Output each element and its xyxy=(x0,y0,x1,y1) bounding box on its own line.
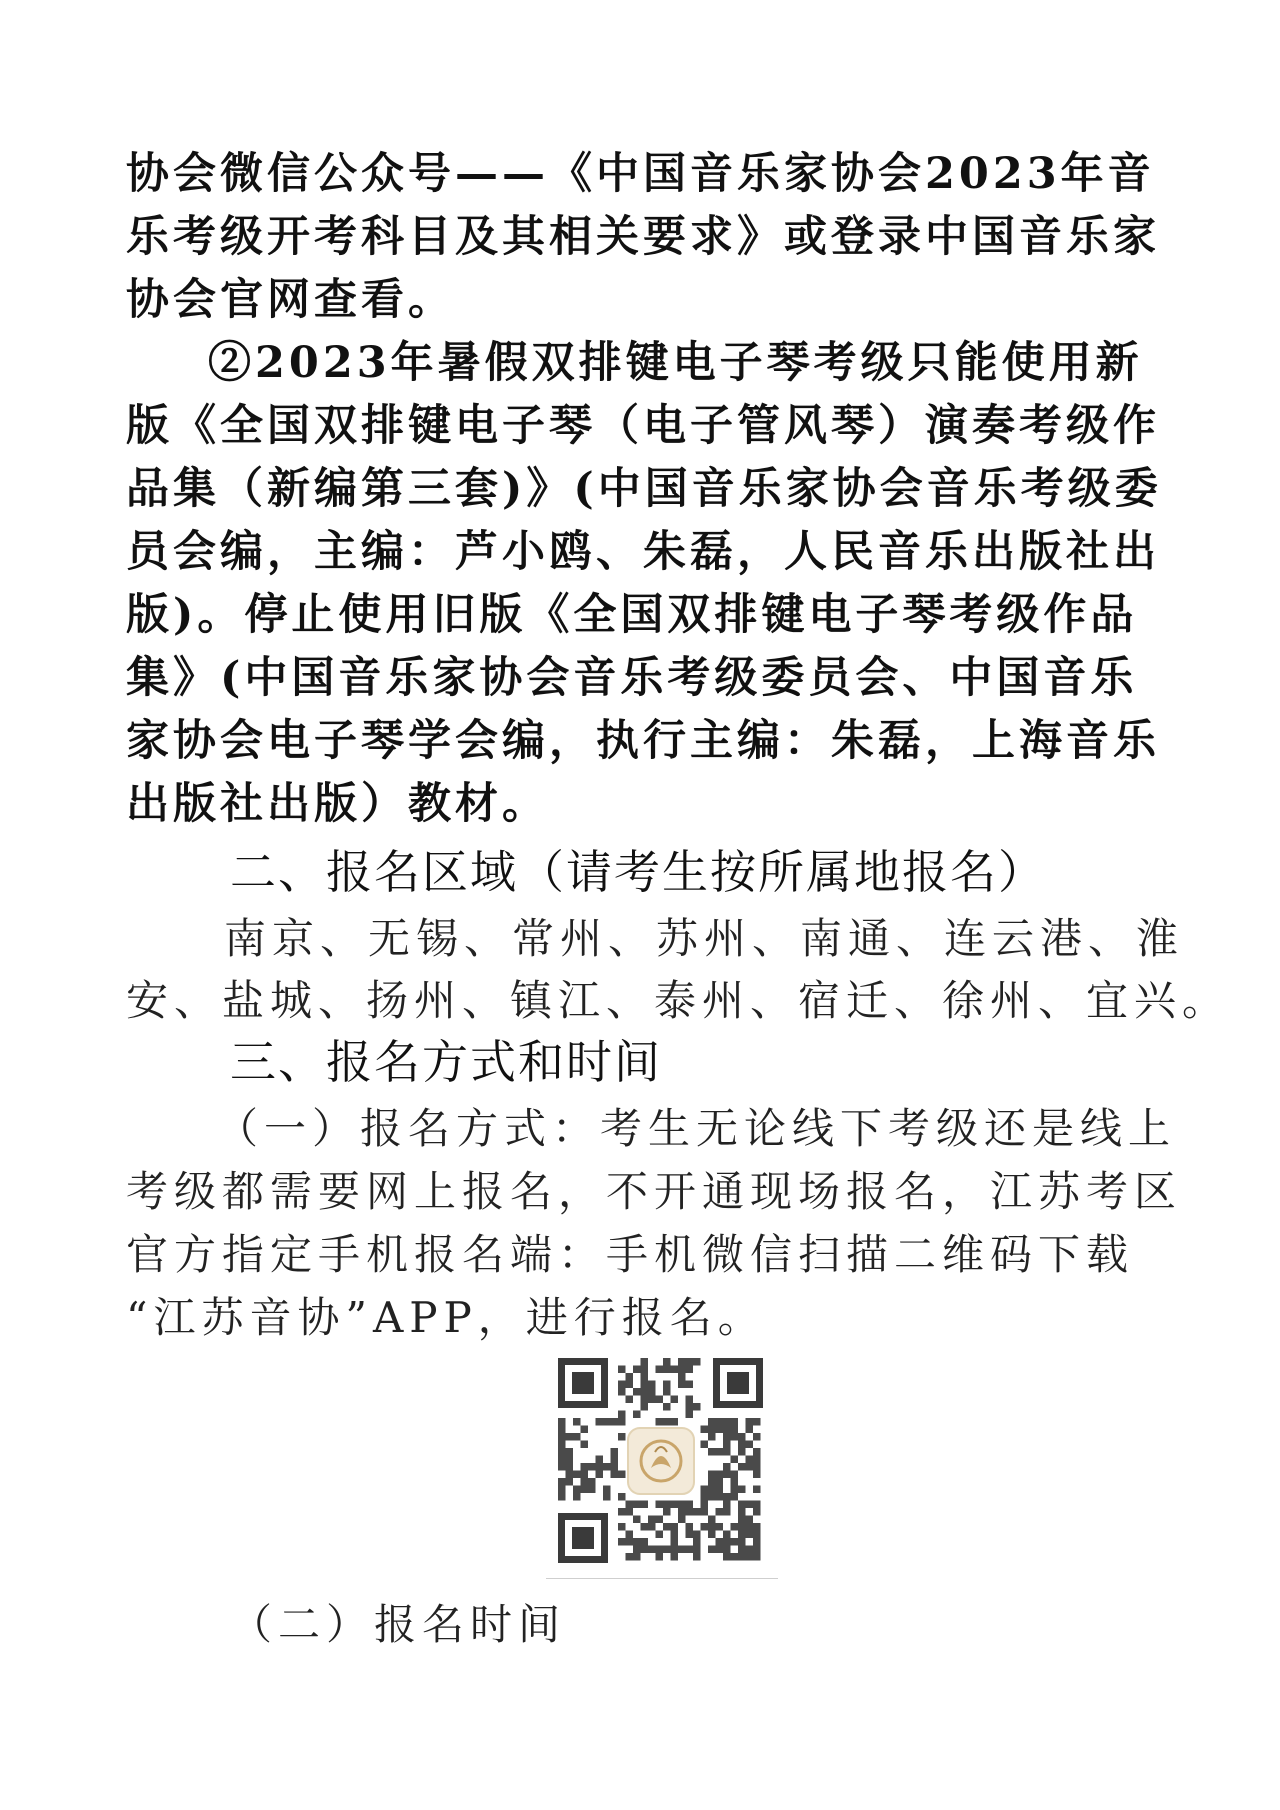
subsection-label: （二）报名时间 xyxy=(230,1600,567,1649)
section-heading: 二、报名区域（请考生按所属地报名） xyxy=(230,845,1046,899)
paragraph-line: 出版社出版）教材。 xyxy=(126,779,549,829)
paragraph-line: 官方指定手机报名端：手机微信扫描二维码下载 xyxy=(126,1230,1135,1279)
paragraph-line: 安、盐城、扬州、镇江、泰州、宿迁、徐州、宜兴。 xyxy=(126,976,1231,1025)
divider xyxy=(546,1578,778,1579)
paragraph-line: 家协会电子琴学会编，执行主编：朱磊，上海音乐 xyxy=(126,716,1160,766)
paragraph-line: 集》(中国音乐家协会音乐考级委员会、中国音乐 xyxy=(126,653,1138,703)
paragraph-line: 协会微信公众号——《中国音乐家协会2023年音 xyxy=(126,149,1155,199)
paragraph-line: “江苏音协”APP，进行报名。 xyxy=(126,1293,766,1342)
paragraph-line: 考级都需要网上报名，不开通现场报名，江苏考区 xyxy=(126,1167,1183,1216)
qr-code-icon[interactable] xyxy=(548,1348,773,1573)
paragraph-line: 版《全国双排键电子琴（电子管风琴）演奏考级作 xyxy=(126,401,1160,451)
paragraph-line: 南京、无锡、常州、苏州、南通、连云港、淮 xyxy=(224,914,1185,963)
paragraph-line: （一）报名方式：考生无论线下考级还是线上 xyxy=(216,1104,1177,1153)
paragraph-line: 员会编，主编：芦小鸥、朱磊，人民音乐出版社出 xyxy=(126,527,1160,577)
paragraph-line: 乐考级开考科目及其相关要求》或登录中国音乐家 xyxy=(126,212,1160,262)
jiangsu-music-association-logo-icon xyxy=(628,1428,694,1494)
paragraph-line: ②2023年暑假双排键电子琴考级只能使用新 xyxy=(208,338,1143,388)
paragraph-line: 版)。停止使用旧版《全国双排键电子琴考级作品 xyxy=(126,590,1138,640)
paragraph-line: 协会官网查看。 xyxy=(126,275,455,325)
section-heading: 三、报名方式和时间 xyxy=(230,1035,662,1089)
paragraph-line: 品集（新编第三套)》(中国音乐家协会音乐考级委 xyxy=(126,464,1162,514)
